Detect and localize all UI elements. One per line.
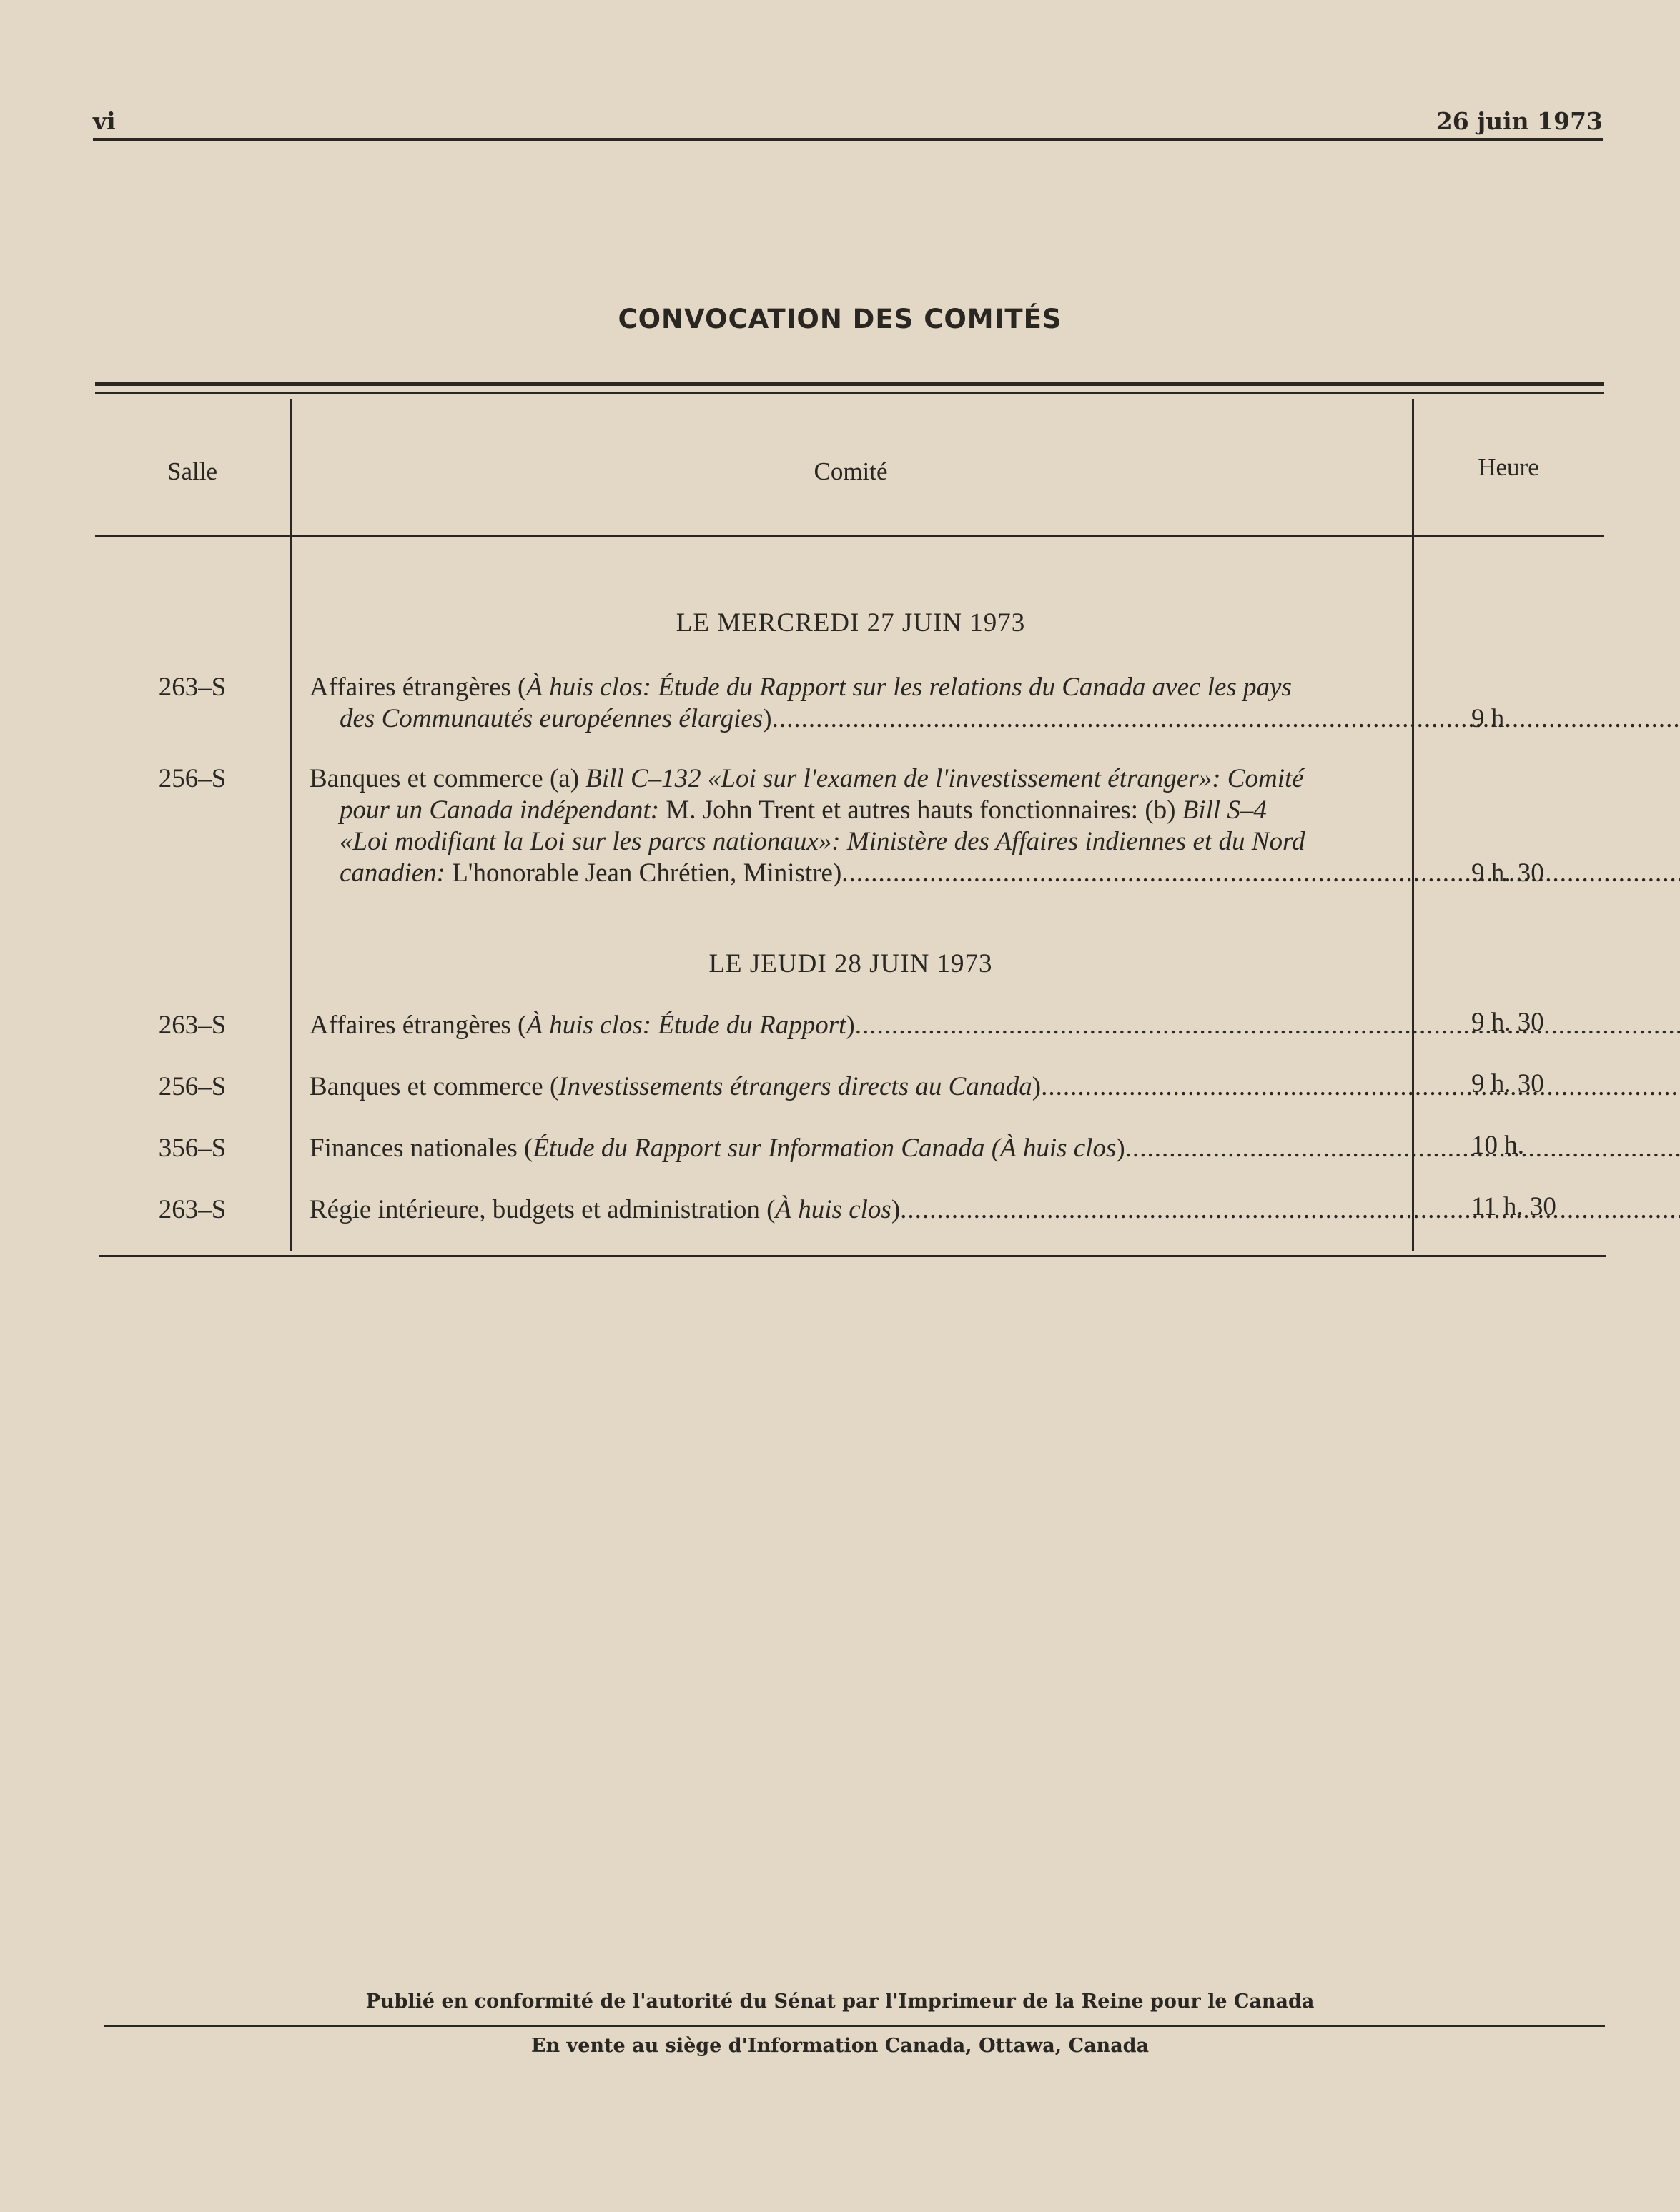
footer-sales: En vente au siège d'Information Canada, Ottawa, Canada	[530, 2035, 1150, 2057]
committee-text-italic: «Loi modifiant la Loi sur les parcs nationaux»: Ministère des Affaires indiennes et du Nord	[340, 827, 1305, 856]
committee-cell	[310, 672, 1493, 735]
column-header-salle: Salle	[167, 457, 217, 485]
committee-text-italic: Bill C–132 «Loi sur l'examen de l'investissement étranger»: Comité	[585, 764, 1304, 793]
dot-leader	[1125, 1134, 1680, 1163]
room-cell: 263–S	[158, 1011, 227, 1040]
committee-text: M. John Trent et autres hauts fonctionnaires: (b)	[659, 795, 1182, 825]
table-bottom-rule	[99, 1255, 1606, 1257]
committee-text: )	[1116, 1134, 1125, 1163]
committee-text: )	[846, 1011, 855, 1040]
committee-text-italic: pour un Canada indépendant:	[340, 795, 660, 825]
footer-publication: Publié en conformité de l'autorité du Sénat par l'Imprimeur de la Reine pour le Canada	[365, 1990, 1315, 2013]
page-number: vi	[93, 107, 116, 135]
committee-text: )	[1032, 1072, 1042, 1101]
page-title: CONVOCATION DES COMITÉS	[618, 304, 1062, 334]
table-top-rule	[95, 382, 1604, 386]
committee-text-italic: des Communautés européennes élargies	[340, 704, 764, 733]
committee-text-italic: Étude du Rapport sur Information Canada (À huis clos	[533, 1134, 1117, 1163]
committee-text: Banques et commerce (	[310, 1072, 559, 1101]
header-date: 26 juin 1973	[1436, 107, 1603, 135]
committee-text: )	[891, 1195, 901, 1224]
committee-text: Affaires étrangères (	[310, 1011, 527, 1040]
committee-cell	[310, 1010, 1493, 1041]
room-cell: 256–S	[158, 764, 227, 793]
column-divider-left	[290, 399, 292, 1251]
dot-leader	[855, 1011, 1680, 1040]
dot-leader	[841, 858, 1680, 888]
column-header-comite: Comité	[814, 457, 888, 485]
committee-text-italic: À huis clos	[775, 1195, 891, 1224]
table-top-rule-thin	[95, 392, 1604, 394]
committee-cell	[310, 1194, 1493, 1226]
room-cell: 263–S	[158, 673, 227, 702]
header-bottom-rule	[95, 535, 1604, 537]
committee-text: L'honorable Jean Chrétien, Ministre)	[445, 858, 842, 888]
committee-text: )	[763, 704, 772, 733]
dot-leader	[900, 1195, 1680, 1224]
committee-text-italic: À huis clos: Étude du Rapport	[526, 1011, 846, 1040]
committee-text-italic: À huis clos: Étude du Rapport sur les relations du Canada avec les pays	[526, 673, 1292, 702]
column-header-heure: Heure	[1478, 453, 1539, 481]
day-heading: LE MERCREDI 27 JUIN 1973	[676, 608, 1026, 638]
committee-text: Régie intérieure, budgets et administration (	[310, 1195, 776, 1224]
room-cell: 263–S	[158, 1195, 227, 1224]
room-cell: 356–S	[158, 1134, 227, 1163]
committee-text-italic: Investissements étrangers directs au Canada	[558, 1072, 1032, 1101]
time-cell: 10 h.	[1471, 1131, 1524, 1160]
footer-rule	[104, 2025, 1605, 2027]
committee-text-italic: canadien:	[340, 858, 445, 888]
committee-cell	[310, 1133, 1493, 1164]
time-cell: 9 h. 30	[1471, 1069, 1544, 1098]
dot-leader	[1041, 1072, 1680, 1101]
committee-text: Banques et commerce (a)	[310, 764, 586, 793]
time-cell: 9 h.	[1471, 704, 1511, 733]
committee-cell	[310, 1071, 1493, 1103]
committee-text: Finances nationales (	[310, 1134, 533, 1163]
day-heading: LE JEUDI 28 JUIN 1973	[708, 949, 993, 978]
room-cell: 256–S	[158, 1072, 227, 1101]
committee-text: Affaires étrangères (	[310, 673, 527, 702]
time-cell: 11 h. 30	[1471, 1192, 1556, 1221]
committee-text-italic: Bill S–4	[1182, 795, 1267, 825]
time-cell: 9 h. 30	[1471, 1008, 1544, 1037]
dot-leader	[772, 704, 1680, 733]
committee-cell	[310, 763, 1493, 889]
time-cell: 9 h. 30	[1471, 858, 1544, 888]
header-rule	[93, 138, 1603, 141]
